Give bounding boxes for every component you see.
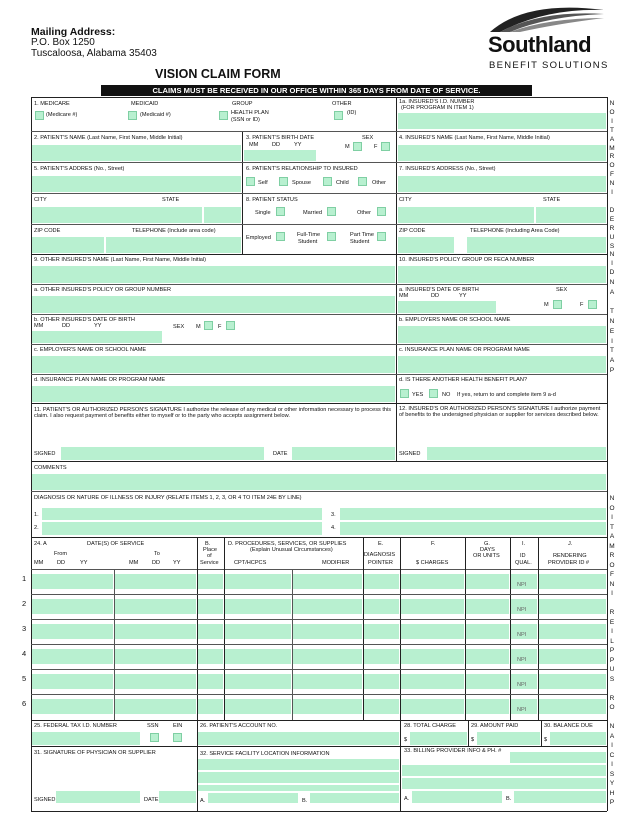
- facility-b-field[interactable]: [310, 793, 399, 803]
- group-checkbox[interactable]: [219, 111, 228, 120]
- amount-paid-field[interactable]: [477, 732, 540, 745]
- service-days-units-field[interactable]: [466, 674, 509, 689]
- diagnosis-3-field[interactable]: [340, 508, 606, 520]
- employer-name-field[interactable]: [398, 326, 606, 343]
- service-modifier-field[interactable]: [293, 649, 362, 664]
- service-diagnosis-pointer-field[interactable]: [364, 699, 399, 714]
- physician-signature-field[interactable]: [56, 791, 140, 803]
- patient-telephone-field[interactable]: [106, 237, 241, 253]
- service-to-date-field[interactable]: [115, 674, 196, 689]
- service-to-date-field[interactable]: [115, 624, 196, 639]
- tax-id-field[interactable]: [32, 732, 140, 745]
- other-dob-mm-label: MM: [34, 323, 44, 329]
- procedures-label: D. PROCEDURES, SERVICES, OR SUPPLIES: [228, 541, 347, 547]
- other-employer-label: c. EMPLOYER'S NAME OR SCHOOL NAME: [34, 347, 147, 353]
- relationship-child-checkbox[interactable]: [323, 177, 332, 186]
- service-row-number: 2: [22, 599, 27, 608]
- insured-address-field[interactable]: [398, 176, 606, 192]
- other-plan-field[interactable]: [32, 386, 395, 402]
- service-days-units-field[interactable]: [466, 599, 509, 614]
- medicare-label: 1. MEDICARE: [34, 101, 70, 107]
- service-diagnosis-pointer-field[interactable]: [364, 574, 399, 589]
- insured-signature-text: 12. INSURED'S OR AUTHORIZED PERSON'S SIGNATURE I authorize payment of benefits to the undersigned physician or supplier for services described below.: [399, 406, 601, 419]
- medicare-sub-label: (Medicare #): [46, 112, 78, 118]
- another-plan-no-label: NO: [442, 392, 451, 398]
- another-plan-no-checkbox[interactable]: [429, 389, 438, 398]
- physician-date-field[interactable]: [159, 791, 196, 803]
- other-dob-dd-label: DD: [62, 323, 71, 329]
- physician-date-label: DATE: [144, 797, 159, 803]
- service-to-date-field[interactable]: [115, 574, 196, 589]
- service-a-label: 24. A: [34, 541, 47, 547]
- another-plan-yes-checkbox[interactable]: [400, 389, 409, 398]
- insured-city-label: CITY: [399, 197, 412, 203]
- billing-a-field[interactable]: [412, 791, 502, 803]
- billing-b-label: B.: [506, 796, 512, 802]
- balance-due-field[interactable]: [550, 732, 606, 745]
- ssn-label: SSN: [147, 723, 159, 729]
- service-charges-field[interactable]: [401, 574, 464, 589]
- insured-name-field[interactable]: [398, 145, 606, 161]
- other-sex-f-label: F: [218, 324, 222, 330]
- patient-telephone-label: TELEPHONE (Include area code): [132, 228, 216, 234]
- service-provider-id-field[interactable]: [539, 699, 606, 714]
- other-sex-m-label: M: [196, 324, 201, 330]
- diagnosis-2-label: 2.: [34, 525, 39, 531]
- facility-line2-field[interactable]: [198, 772, 399, 783]
- patient-address-label: 5. PATIENT'S ADDRES (No., Street): [34, 166, 125, 172]
- service-place-of-service-field[interactable]: [198, 599, 223, 614]
- total-charge-currency: $: [404, 737, 408, 743]
- insured-dob-m-label: M: [544, 302, 549, 308]
- insured-city-field[interactable]: [398, 207, 534, 223]
- other-employer-field[interactable]: [32, 356, 395, 373]
- service-cpt-hcpcs-field[interactable]: [225, 624, 291, 639]
- service-i-label: I.: [522, 541, 526, 547]
- service-place-of-service-field[interactable]: [198, 674, 223, 689]
- side-label-physician: N O I T A M R O F N I R E I L P P U S R O N A I C I S Y H P: [609, 495, 615, 806]
- relationship-other-label: Other: [372, 180, 386, 186]
- logo-subtext: BENEFIT SOLUTIONS: [489, 60, 609, 71]
- service-place-label: Place: [203, 547, 217, 553]
- insured-dob-yy-label: YY: [459, 293, 467, 299]
- service-b-label: B.: [205, 541, 211, 547]
- side-label-patient: D N A T N E I T A P: [609, 269, 615, 374]
- logo-text: Southland: [488, 32, 592, 57]
- other-policy-field[interactable]: [32, 296, 395, 313]
- other-policy-label: a. OTHER INSURED'S POLICY OR GROUP NUMBER: [34, 287, 172, 293]
- deadline-banner-text: CLAIMS MUST BE RECEIVED IN OUR OFFICE WITHIN 365 DAYS FROM DATE OF SERVICE.: [152, 86, 481, 95]
- birth-m-label: M: [345, 144, 350, 150]
- status-single-label: Single: [255, 210, 271, 216]
- npi-label: NPI: [517, 682, 527, 688]
- other-checkbox[interactable]: [334, 111, 343, 120]
- service-cpt-hcpcs-field[interactable]: [225, 599, 291, 614]
- comments-label: COMMENTS: [34, 465, 67, 471]
- tax-id-label: 25. FEDERAL TAX I.D. NUMBER: [34, 723, 117, 729]
- account-no-field[interactable]: [198, 732, 399, 745]
- another-plan-yes-label: YES: [412, 392, 424, 398]
- comments-field[interactable]: [32, 474, 606, 490]
- service-diagnosis-pointer-field[interactable]: [364, 674, 399, 689]
- service-modifier-field[interactable]: [293, 674, 362, 689]
- patient-address-field[interactable]: [32, 176, 241, 192]
- service-modifier-field[interactable]: [293, 624, 362, 639]
- relationship-self-checkbox[interactable]: [246, 177, 255, 186]
- status-parttime-checkbox[interactable]: [377, 232, 386, 241]
- mailing-label: Mailing Address:: [31, 26, 116, 38]
- service-to-label: To: [154, 551, 160, 557]
- charges-label: $ CHARGES: [416, 560, 449, 566]
- policy-group-field[interactable]: [398, 266, 606, 283]
- service-place-of-service-field[interactable]: [198, 699, 223, 714]
- insured-state-field[interactable]: [536, 207, 606, 223]
- birth-mm-label: MM: [249, 142, 259, 148]
- service-from-label: From: [54, 551, 68, 557]
- service-provider-id-field[interactable]: [539, 624, 606, 639]
- patient-city-field[interactable]: [32, 207, 202, 223]
- service-g-label: G.: [484, 541, 490, 547]
- patient-zip-label: ZIP CODE: [34, 228, 61, 234]
- other-label: OTHER: [332, 101, 352, 107]
- service-provider-id-field[interactable]: [539, 674, 606, 689]
- insured-dob-label: a. INSURED'S DATE OF BIRTH: [399, 287, 479, 293]
- id-label: ID: [520, 553, 526, 559]
- company-logo: [486, 4, 609, 76]
- insured-telephone-field[interactable]: [467, 237, 606, 253]
- total-charge-field[interactable]: [410, 732, 467, 745]
- status-other-checkbox[interactable]: [377, 207, 386, 216]
- birth-sex-label: SEX: [362, 135, 374, 141]
- other-insured-name-label: 9. OTHER INSURED'S NAME (Last Name, First Name, Middle Initial): [34, 257, 207, 263]
- address-line2: Tuscaloosa, Alabama 35403: [31, 48, 157, 59]
- logo-swoosh-icon: [486, 4, 606, 34]
- birth-yy-label: YY: [294, 142, 302, 148]
- service-from-date-field[interactable]: [32, 574, 113, 589]
- patient-name-field[interactable]: [32, 145, 241, 161]
- status-married-checkbox[interactable]: [327, 207, 336, 216]
- insured-telephone-label: TELEPHONE (Including Area Code): [470, 228, 560, 234]
- service-from-date-field[interactable]: [32, 674, 113, 689]
- billing-phone-field[interactable]: [510, 752, 606, 763]
- service-diagnosis-pointer-field[interactable]: [364, 624, 399, 639]
- billing-line2-field[interactable]: [402, 778, 606, 789]
- insured-id-sub-label: (FOR PROGRAM IN ITEM 1): [401, 105, 474, 111]
- patient-name-label: 2. PATIENT'S NAME (Last Name, First Name, Middle Initial): [34, 135, 183, 141]
- insured-state-label: STATE: [543, 197, 561, 203]
- other-dob-yy-label: YY: [94, 323, 102, 329]
- group-sub-label: HEALTH PLAN: [231, 110, 269, 116]
- relationship-spouse-checkbox[interactable]: [279, 177, 288, 186]
- service-dates-label: DATE(S) OF SERVICE: [87, 541, 145, 547]
- pointer-col-label: POINTER: [368, 560, 393, 566]
- service-cpt-hcpcs-field[interactable]: [225, 574, 291, 589]
- service-charges-field[interactable]: [401, 649, 464, 664]
- status-parttime-label: Part Time: [350, 232, 374, 238]
- total-charge-label: 28. TOTAL CHARGE: [404, 723, 457, 729]
- diagnosis-3-label: 3.: [331, 512, 336, 518]
- billing-b-field[interactable]: [514, 791, 606, 803]
- service-cpt-hcpcs-field[interactable]: [225, 699, 291, 714]
- service-provider-id-field[interactable]: [539, 649, 606, 664]
- service-of-label: of: [207, 553, 212, 559]
- insured-id-label: 1a. INSURED'S I.D. NUMBER: [399, 99, 475, 105]
- service-place-of-service-field[interactable]: [198, 624, 223, 639]
- patient-zip-field[interactable]: [32, 237, 104, 253]
- other-sex-m-checkbox[interactable]: [204, 321, 213, 330]
- relationship-label: 6. PATIENT'S RELATIONSHIP TO INSURED: [246, 166, 358, 172]
- service-row-number: 4: [22, 649, 27, 658]
- status-parttime-student-label: Student: [350, 239, 370, 245]
- service-days-units-field[interactable]: [466, 624, 509, 639]
- service-diagnosis-pointer-field[interactable]: [364, 649, 399, 664]
- other-sex-label: SEX: [173, 324, 185, 330]
- insured-dob-field[interactable]: [398, 301, 496, 313]
- insured-address-label: 7. INSURED'S ADDRESS (No., Street): [399, 166, 496, 172]
- relationship-other-checkbox[interactable]: [358, 177, 367, 186]
- service-to-dd-label: DD: [152, 560, 161, 566]
- service-diagnosis-pointer-field[interactable]: [364, 599, 399, 614]
- another-plan-label: d. IS THERE ANOTHER HEALTH BENEFIT PLAN?: [399, 377, 528, 383]
- other-dob-field[interactable]: [32, 331, 162, 343]
- service-charges-field[interactable]: [401, 599, 464, 614]
- relationship-child-label: Child: [336, 180, 349, 186]
- service-days-units-field[interactable]: [466, 699, 509, 714]
- npi-label: NPI: [517, 632, 527, 638]
- insured-dob-sex-label: SEX: [556, 287, 568, 293]
- birth-date-label: 3. PATIENT'S BIRTH DATE: [246, 135, 315, 141]
- facility-line3-field[interactable]: [198, 785, 399, 791]
- insured-signature-field[interactable]: [427, 447, 606, 460]
- billing-line1-field[interactable]: [402, 765, 606, 776]
- service-place-of-service-field[interactable]: [198, 649, 223, 664]
- birth-date-field[interactable]: [244, 150, 316, 161]
- service-row-number: 1: [22, 574, 27, 583]
- service-charges-field[interactable]: [401, 674, 464, 689]
- modifier-label: MODIFIER: [322, 560, 350, 566]
- facility-a-field[interactable]: [208, 793, 298, 803]
- diagnosis-col-label: DIAGNOSIS: [364, 552, 396, 558]
- insured-dob-mm-label: MM: [399, 293, 409, 299]
- diagnosis-4-label: 4.: [331, 525, 336, 531]
- patient-signature-field[interactable]: [61, 447, 264, 460]
- account-no-label: 26. PATIENT'S ACCOUNT NO.: [200, 723, 278, 729]
- npi-label: NPI: [517, 582, 527, 588]
- billing-provider-label: 33. BILLING PROVIDER INFO & PH. #: [404, 748, 502, 754]
- insured-zip-label: ZIP CODE: [399, 228, 426, 234]
- medicare-checkbox[interactable]: [35, 111, 44, 120]
- service-provider-id-field[interactable]: [539, 574, 606, 589]
- birth-sex-f-checkbox[interactable]: [381, 142, 390, 151]
- service-j-label: J.: [568, 541, 573, 547]
- service-service-label: Service: [200, 560, 219, 566]
- relationship-spouse-label: Spouse: [292, 180, 311, 186]
- service-modifier-field[interactable]: [293, 699, 362, 714]
- status-employed-label: Employed: [246, 235, 271, 241]
- side-label-insured: N O I T A M R O F N I D E R U S N I: [609, 100, 615, 268]
- form-title: VISION CLAIM FORM: [155, 67, 281, 81]
- service-cpt-hcpcs-field[interactable]: [225, 674, 291, 689]
- insured-id-field[interactable]: [398, 113, 606, 129]
- employer-name-label: b. EMPLOYERS NAME OR SCHOOL NAME: [399, 317, 511, 323]
- other-plan-label: d. INSURANCE PLAN NAME OR PROGRAM NAME: [34, 377, 166, 383]
- days-label: DAYS: [480, 547, 495, 553]
- units-label: OR UNITS: [473, 553, 500, 559]
- service-days-units-field[interactable]: [466, 574, 509, 589]
- ein-checkbox[interactable]: [173, 733, 182, 742]
- service-days-units-field[interactable]: [466, 649, 509, 664]
- service-charges-field[interactable]: [401, 699, 464, 714]
- service-to-date-field[interactable]: [115, 649, 196, 664]
- rendering-label: RENDERING: [553, 553, 587, 559]
- status-employed-checkbox[interactable]: [276, 232, 285, 241]
- status-fulltime-student-label: Student: [298, 239, 318, 245]
- facility-b-label: B.: [302, 798, 308, 804]
- patient-state-label: STATE: [162, 197, 180, 203]
- service-row-number: 5: [22, 674, 27, 683]
- facility-location-label: 32. SERVICE FACILITY LOCATION INFORMATION: [200, 751, 330, 757]
- amount-paid-currency: $: [471, 737, 475, 743]
- balance-due-label: 30. BALANCE DUE: [544, 723, 593, 729]
- service-place-of-service-field[interactable]: [198, 574, 223, 589]
- facility-a-label: A.: [200, 798, 206, 804]
- relationship-self-label: Self: [258, 180, 268, 186]
- status-married-label: Married: [303, 210, 322, 216]
- birth-dd-label: DD: [272, 142, 281, 148]
- insurance-plan-label: c. INSURANCE PLAN NAME OR PROGRAM NAME: [399, 347, 530, 353]
- service-cpt-hcpcs-field[interactable]: [225, 649, 291, 664]
- diagnosis-4-field[interactable]: [340, 522, 606, 535]
- patient-state-field[interactable]: [204, 207, 241, 223]
- group-sub2-label: (SSN or ID): [231, 117, 260, 123]
- amount-paid-label: 29. AMOUNT PAID: [471, 723, 519, 729]
- service-to-date-field[interactable]: [115, 699, 196, 714]
- cpt-hcpcs-label: CPT/HCPCS: [234, 560, 267, 566]
- patient-date-label: DATE: [273, 451, 288, 457]
- service-modifier-field[interactable]: [293, 599, 362, 614]
- service-provider-id-field[interactable]: [539, 599, 606, 614]
- service-from-dd-label: DD: [57, 560, 66, 566]
- policy-group-label: 10. INSURED'S POLICY GROUP OR FECA NUMBER: [399, 257, 535, 263]
- insured-sex-f-checkbox[interactable]: [588, 300, 597, 309]
- service-from-mm-label: MM: [34, 560, 44, 566]
- patient-city-label: CITY: [34, 197, 47, 203]
- status-other-label: Other: [357, 210, 371, 216]
- procedures-sub-label: (Explain Unusual Circumstances): [250, 547, 333, 553]
- balance-due-currency: $: [544, 737, 548, 743]
- ssn-checkbox[interactable]: [150, 733, 159, 742]
- insured-dob-dd-label: DD: [431, 293, 440, 299]
- status-fulltime-label: Full-Time: [297, 232, 321, 238]
- billing-a-label: A.: [404, 796, 410, 802]
- status-single-checkbox[interactable]: [276, 207, 285, 216]
- birth-sex-m-checkbox[interactable]: [353, 142, 362, 151]
- service-from-date-field[interactable]: [32, 624, 113, 639]
- physician-signature-label: 31. SIGNATURE OF PHYSICIAN OR SUPPLIER: [34, 750, 156, 756]
- birth-f-label: F: [374, 144, 378, 150]
- service-from-date-field[interactable]: [32, 599, 113, 614]
- other-sex-f-checkbox[interactable]: [226, 321, 235, 330]
- patient-signature-text: 11. PATIENT'S OR AUTHORIZED PERSON'S SIGNATURE I authorize the release of any medical or other information necessary to process this claim. I also request payment of benefits either to myself or to the party who accepts assignment below.: [34, 407, 392, 420]
- patient-status-label: 8. PATIENT STATUS: [246, 197, 298, 203]
- status-fulltime-checkbox[interactable]: [327, 232, 336, 241]
- qual-label: QUAL.: [515, 560, 532, 566]
- group-label: GROUP: [232, 101, 253, 107]
- medicaid-sub-label: (Medicaid #): [140, 112, 171, 118]
- insured-sex-m-checkbox[interactable]: [553, 300, 562, 309]
- patient-signature-date-field[interactable]: [292, 447, 395, 460]
- medicaid-checkbox[interactable]: [128, 111, 137, 120]
- address-line1: P.O. Box 1250: [31, 37, 95, 48]
- service-from-date-field[interactable]: [32, 699, 113, 714]
- ein-label: EIN: [173, 723, 183, 729]
- service-to-mm-label: MM: [129, 560, 139, 566]
- diagnosis-1-field[interactable]: [42, 508, 322, 520]
- service-from-date-field[interactable]: [32, 649, 113, 664]
- insured-signed-label: SIGNED: [399, 451, 421, 457]
- insurance-plan-field[interactable]: [398, 356, 606, 373]
- npi-label: NPI: [517, 707, 527, 713]
- insured-zip-field[interactable]: [398, 237, 454, 253]
- service-modifier-field[interactable]: [293, 574, 362, 589]
- npi-label: NPI: [517, 657, 527, 663]
- service-row-number: 3: [22, 624, 27, 633]
- service-to-yy-label: YY: [173, 560, 181, 566]
- insured-name-label: 4. INSURED'S NAME (Last Name, First Name, Middle Initial): [399, 135, 550, 141]
- diagnosis-label: DIAGNOSIS OR NATURE OF ILLNESS OR INJURY (RELATE ITEMS 1, 2, 3, OR 4 TO ITEM 24E BY LINE): [34, 495, 302, 501]
- insured-dob-f-label: F: [580, 302, 584, 308]
- service-e-label: E.: [378, 541, 384, 547]
- facility-line1-field[interactable]: [198, 759, 399, 770]
- another-plan-note: If yes, return to and complete item 9 a-d: [457, 392, 556, 398]
- service-row-number: 6: [22, 699, 27, 708]
- provider-id-label: PROVIDER ID #: [548, 560, 590, 566]
- patient-signed-label: SIGNED: [34, 451, 56, 457]
- diagnosis-1-label: 1.: [34, 512, 39, 518]
- service-charges-field[interactable]: [401, 624, 464, 639]
- other-sub-label: (ID): [347, 110, 357, 116]
- service-from-yy-label: YY: [80, 560, 88, 566]
- npi-label: NPI: [517, 607, 527, 613]
- other-insured-name-field[interactable]: [32, 266, 395, 283]
- physician-signed-label: SIGNED: [34, 797, 56, 803]
- medicaid-label: MEDICAID: [131, 101, 159, 107]
- service-f-label: F.: [431, 541, 436, 547]
- service-to-date-field[interactable]: [115, 599, 196, 614]
- other-dob-label: b. OTHER INSURED'S DATE OF BIRTH: [34, 317, 135, 323]
- diagnosis-2-field[interactable]: [42, 522, 322, 535]
